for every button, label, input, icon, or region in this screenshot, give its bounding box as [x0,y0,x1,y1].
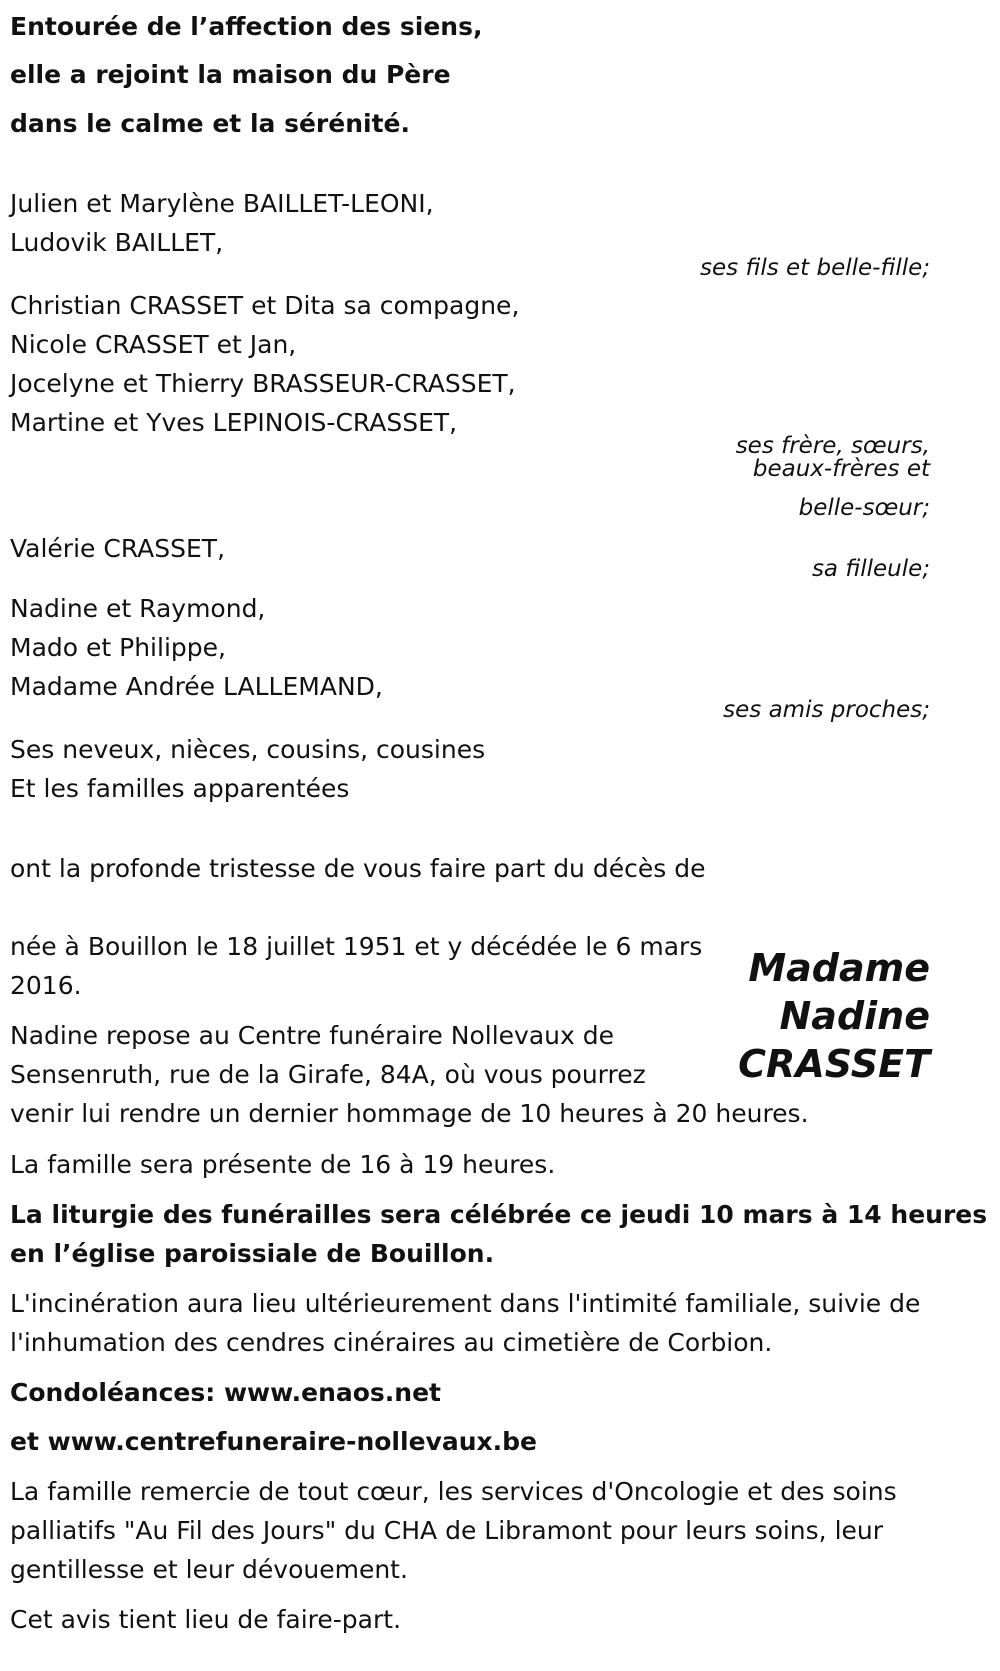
family-sons-line-2: Ludovik BAILLET, [10,228,224,257]
thanks-line-3: gentillesse et leur dévouement. [10,1555,408,1584]
family-relatives-line-1: Ses neveux, nièces, cousins, cousines [10,735,486,764]
birth-line-1: née à Bouillon le 18 juillet 1951 et y décédée le 6 mars [10,932,703,961]
condolences-line-1: Condoléances: www.enaos.net [10,1378,442,1407]
family-siblings-line-3: Jocelyne et Thierry BRASSEUR-CRASSET, [10,369,516,398]
intro-line-3: dans le calme et la sérénité. [10,109,410,138]
incineration-line-1: L'incinération aura lieu ultérieurement dans l'intimité familiale, suivie de [10,1289,921,1318]
closing-text: Cet avis tient lieu de faire-part. [10,1605,402,1634]
siblings-relation-line-2: beaux-frères et [752,456,930,482]
family-siblings-line-1: Christian CRASSET et Dita sa compagne, [10,291,520,320]
family-friends-line-1: Nadine et Raymond, [10,594,266,623]
family-goddaughter: Valérie CRASSET, [10,534,226,563]
family-siblings-line-4: Martine et Yves LEPINOIS-CRASSET, [10,408,458,437]
family-relatives-line-2: Et les familles apparentées [10,774,350,803]
friends-relation: ses amis proches; [723,697,930,723]
intro-line-2: elle a rejoint la maison du Père [10,60,451,89]
siblings-relation-line-1: ses frère, sœurs, [735,433,930,459]
deceased-first-name: Nadine [779,994,930,1038]
thanks-line-1: La famille remercie de tout cœur, les services d'Oncologie et des soins [10,1477,897,1506]
rest-line-3: venir lui rendre un dernier hommage de 10 heures à 20 heures. [10,1099,809,1128]
family-siblings-line-2: Nicole CRASSET et Jan, [10,330,297,359]
sons-relation: ses fils et belle-fille; [700,255,930,281]
thanks-line-2: palliatifs "Au Fil des Jours" du CHA de Libramont pour leurs soins, leur [10,1516,884,1545]
rest-line-2: Sensenruth, rue de la Girafe, 84A, où vous pourrez [10,1060,646,1089]
liturgy-line-2: en l’église paroissiale de Bouillon. [10,1239,495,1268]
announcement-text: ont la profonde tristesse de vous faire part du décès de [10,854,706,883]
family-sons-line-1: Julien et Marylène BAILLET-LEONI, [10,189,434,218]
liturgy-line-1: La liturgie des funérailles sera célébrée ce jeudi 10 mars à 14 heures [10,1200,988,1229]
rest-line-1: Nadine repose au Centre funéraire Nollevaux de [10,1021,614,1050]
birth-line-2: 2016. [10,971,82,1000]
intro-line-1: Entourée de l’affection des siens, [10,12,483,41]
condolences-line-2: et www.centrefuneraire-nollevaux.be [10,1427,537,1456]
family-friends-line-2: Mado et Philippe, [10,633,226,662]
siblings-relation-line-3: belle-sœur; [798,495,930,521]
deceased-name [738,944,930,1088]
deceased-title: Madame [748,946,930,990]
incineration-line-2: l'inhumation des cendres cinéraires au cimetière de Corbion. [10,1328,773,1357]
presence-text: La famille sera présente de 16 à 19 heures. [10,1150,556,1179]
goddaughter-relation: sa filleule; [811,556,930,582]
deceased-last-name: CRASSET [738,1042,930,1086]
family-friends-line-3: Madame Andrée LALLEMAND, [10,672,383,701]
